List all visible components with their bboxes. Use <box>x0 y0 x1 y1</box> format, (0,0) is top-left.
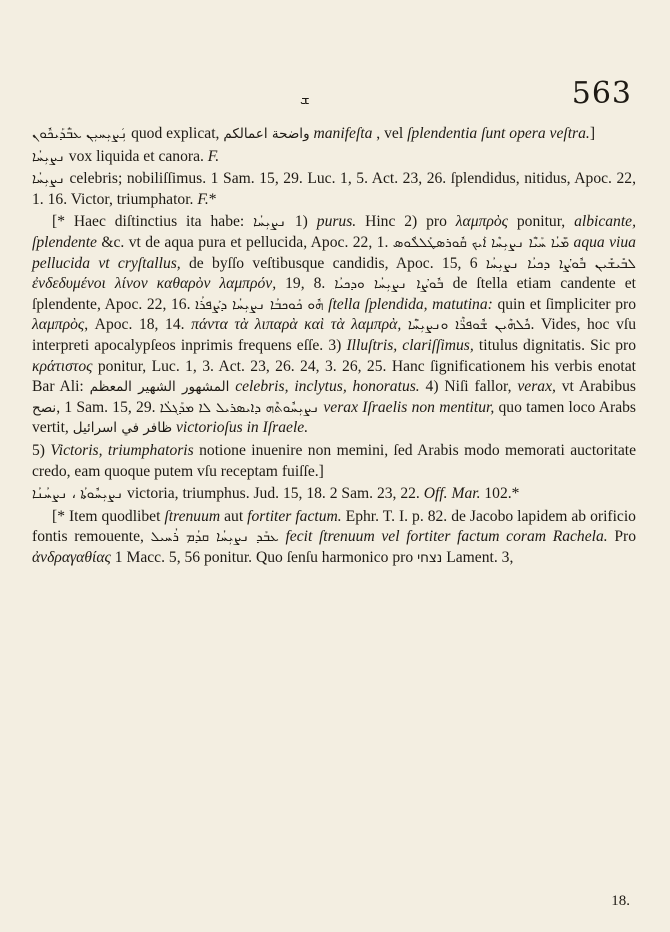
latin-text: Ephr. T. I. p. 82. de Jacobo lapidem ab orificio fontis remouente, <box>32 507 636 546</box>
latin-text: [* Haec diſtinctius ita habe: <box>52 213 254 231</box>
entry-paragraph <box>32 169 636 210</box>
italic-text: ſtrenuum <box>164 507 221 525</box>
entry-paragraph <box>32 147 636 168</box>
syriac-text: ܢܲܨܝܼܚܝܼܢ ܥܒ̈ܳܕܰܝܟܽܘܢ <box>32 126 128 142</box>
latin-text: 19, 8. <box>276 275 335 293</box>
italic-text: verax Iſraelis non mentitur, <box>323 398 495 416</box>
italic-text: aqua viua pellucida vt cryſtallus, <box>32 233 636 272</box>
latin-text: Hinc 2) pro <box>356 213 456 231</box>
page-number: 563 <box>571 76 632 111</box>
syriac-text: ܠܒܺܝܫܺܝܢ ܒܽܘܨܳܐ ܕܟܝܳܐ ܢܨܝܼܚܳܐ <box>485 255 636 272</box>
entry-paragraph <box>32 441 636 482</box>
latin-text: titulus dignitatis. Sic pro <box>473 336 636 354</box>
greek-text: ἀνδραγαθίας <box>32 548 111 566</box>
arabic-text: واضحة اعمالكم <box>223 126 310 142</box>
note-paragraph <box>32 507 636 569</box>
latin-text: ponitur, Luc. 1, 3. Act. 23, 26. 24, 3. 26, 25. Hanc ſignificationem his verbis enotat Bar Ali: <box>32 357 636 396</box>
latin-text: ] <box>589 125 596 142</box>
greek-text: λαμπρὸς <box>455 213 508 231</box>
italic-text: Victoris, triumphatoris <box>50 441 194 459</box>
note-paragraph <box>32 212 636 439</box>
italic-text: fecit ſtrenuum vel fortiter factum coram Rachela. <box>285 528 608 546</box>
syriac-text: ܒܽܘܨܳܐ ܢܨܝܼܚܳܐ ܘܕܟܝܳܐ <box>334 276 444 293</box>
latin-text: quod explicat, <box>127 125 224 142</box>
catchword: 18. <box>611 893 630 909</box>
italic-text: celebris, inclytus, honoratus. <box>235 378 420 396</box>
syriac-text: ܢܨܝܼܚܳܐ <box>253 214 287 231</box>
entry-paragraph <box>32 484 636 505</box>
latin-text: victoria, triumphus. Jud. 15, 18. 2 Sam. 23, 22. <box>123 485 424 503</box>
latin-text: 5) <box>32 441 51 459</box>
latin-text: ponitur, <box>507 213 575 231</box>
latin-text: vt Arabibus <box>555 378 637 396</box>
syriac-text: ܡ̈ܰܝܳܐ ܚܰܝ̈ܶܐ ܢܨܝܼܚܶܐ ܐܰܝܟ ܩܽܘܪܣܛܰܠܠܽܘܣ <box>392 234 570 251</box>
latin-text: aut <box>220 507 248 525</box>
italic-text: victorioſus in Iſraele. <box>176 419 309 437</box>
latin-text: 4) Niſi fallor, <box>419 378 518 396</box>
latin-text: de ſtella etiam candente et ſplendente, Apoc. 22, 16. <box>32 275 636 313</box>
italic-text: ſtella ſplendida, matutina: <box>328 295 493 313</box>
latin-text: 102.* <box>480 485 520 503</box>
entry-paragraph <box>32 124 636 145</box>
page-header <box>32 76 636 116</box>
italic-text: ſplendentia ſunt opera veſtra. <box>407 125 590 142</box>
arabic-text: نصح <box>32 399 57 416</box>
greek-text: ἐνδεδυμένοι λίνον καθαρὸν λαμπρόν, <box>32 275 277 293</box>
syriac-text: ܢܨܝܼܚܽܘܬܶܗ ܕܐܝܣܪܝܠ ܠܐ ܡܕܰܓܠܳܐ <box>159 399 320 416</box>
latin-text: notione inuenire non memini, ſed Arabis modo memorati auctoritate credo, eam quoque putem vſu receptam fuiſſe.] <box>32 441 636 480</box>
latin-text: vox liquida et canora. <box>64 147 208 165</box>
greek-text: κράτιστος <box>32 357 93 375</box>
arabic-text: المشهور الشهير المعظم <box>89 379 230 396</box>
italic-text: F. <box>207 147 220 165</box>
arabic-text: נצחי <box>417 549 443 566</box>
greek-text: λαμπρὸς <box>32 316 85 334</box>
italic-text: manifeſta <box>313 125 373 142</box>
italic-text: Illuſtris, clariſſimus, <box>346 336 474 354</box>
syriac-text: ܟܽܠܗܶܝܢ ܫܽܘܦܪ̈ܶܐ ܘܢܨܝܼܚ̈ܶܐ <box>407 317 531 334</box>
latin-text: , vel <box>372 125 408 142</box>
latin-text: , Apoc. 18, 14. <box>84 316 192 334</box>
italic-text: F. <box>197 190 209 208</box>
italic-text: verax, <box>517 378 556 396</box>
latin-text: quin et ſimpliciter pro <box>492 295 636 313</box>
latin-text: Lament. 3, <box>442 548 514 566</box>
syriac-text: ܥܒܰܕ ܢܨܝܼܚܳܐ ܩܕܳܡ ܪܳܚܝܠ <box>150 529 279 546</box>
latin-text: &c. vt de aqua pura et pellucida, Apoc. 22, 1. <box>96 233 393 251</box>
latin-text: quo tamen loco Arabs vertit, <box>32 398 636 437</box>
greek-text: πάντα τὰ λιπαρὰ καὶ τὰ λαμπρὰ, <box>191 316 402 334</box>
arabic-text: ظافر في اسرائيل <box>72 420 173 437</box>
syriac-text: ܢܨܝܼܚܳܐ <box>32 148 65 165</box>
latin-text: . Vides, hoc vſu interpreti apocalypſeos inprimis frequens eſſe. 3) <box>32 316 636 354</box>
latin-text: Pro <box>607 528 637 546</box>
italic-text: albicante, ſplendente <box>32 213 636 251</box>
syriac-text: ܢܨܝܼܚܳܐ <box>32 171 65 188</box>
syriac-text: ܗܽܘ ܟܰܘܟܒܳܐ ܢܨܝܼܚܳܐ ܕܨܰܦܪܳܐ <box>195 296 324 313</box>
latin-text: 1 Macc. 5, 56 ponitur. Quo ſenſu harmonico pro <box>110 548 418 566</box>
latin-text: de byſſo veſtibusque candidis, Apoc. 15, 6 <box>180 254 486 272</box>
signature-mark: ܫ <box>300 90 310 108</box>
italic-text: Off. Mar. <box>423 485 481 503</box>
page-body <box>32 124 636 570</box>
latin-text: 1) <box>286 213 317 231</box>
latin-text: , 1 Sam. 15, 29. <box>56 398 160 416</box>
latin-text <box>401 316 408 333</box>
italic-text: fortiter factum. <box>247 507 342 525</box>
latin-text: * <box>208 190 217 208</box>
latin-text: celebris; nobiliſſimus. 1 Sam. 15, 29. Luc. 1, 5. Act. 23, 26. ſplendidus, nitidus, Apoc. 22, 1. 16. Victor, triumphator. <box>32 170 636 208</box>
italic-text: purus. <box>316 213 357 231</box>
latin-text: [* Item quodlibet <box>52 507 165 525</box>
syriac-text: ܢܨܝܼܚܽܘܬܳܐ ، ܢܨܚܳܢܳܐ <box>32 486 124 503</box>
